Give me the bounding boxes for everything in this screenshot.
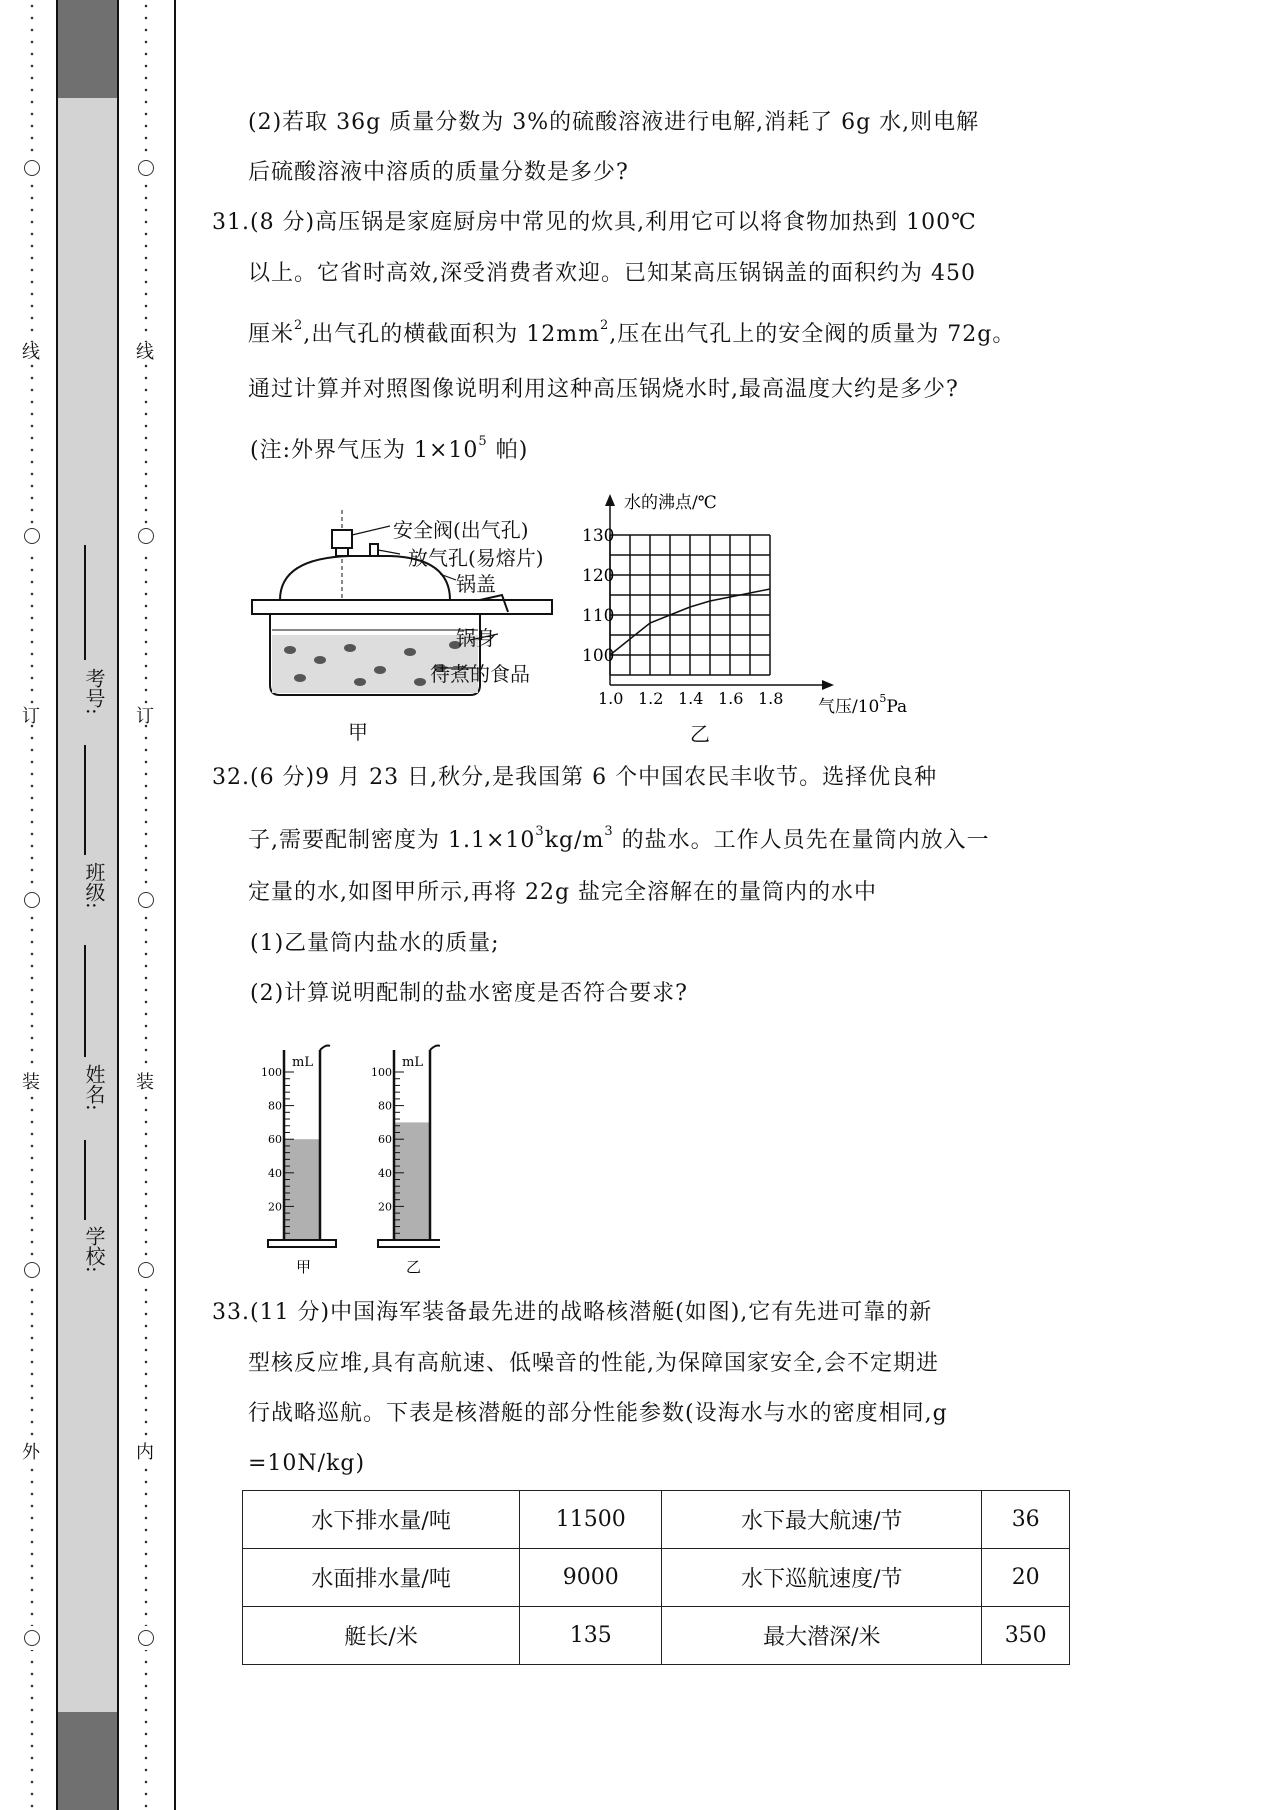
q31-line3: 厘米$^2$,出气孔的横截面积为 $12mm^2$,压在出气孔上的安全阀的质量为 72g。 [248,318,1016,347]
cylinder-unit: mL [402,1055,423,1070]
inner-circle-mark [136,524,156,548]
y-tick-label: 120 [582,566,615,586]
cylinder-tick-label: 100 [261,1066,282,1079]
table-cell: 水面排水量/吨 [243,1549,520,1607]
outer-label-ding: 订 [19,706,40,724]
q30-part2-line1: (2)若取 36g 质量分数为 3%的硫酸溶液进行电解,消耗了 6g 水,则电解 [248,110,980,135]
q32-line3: 定量的水,如图甲所示,再将 22g 盐完全溶解在的量筒内的水中 [248,880,878,905]
outer-circle-mark [22,1626,42,1650]
inner-circle-mark [136,156,156,180]
boiling-point-chart [580,490,940,720]
x-tick-label: 1.6 [718,689,744,708]
graduated-cylinder [261,1046,336,1277]
y-tick-label: 130 [582,526,615,546]
cylinder-tick-label: 100 [371,1066,392,1079]
label-food: 待煮的食品 [430,662,530,686]
field-name-line[interactable] [84,945,86,1057]
q33-line1: 33.(11 分)中国海军装备最先进的战略核潜艇(如图),它有先进可靠的新 [212,1300,933,1325]
chart-grid [610,535,770,675]
outer-circle-mark [22,1258,42,1282]
table-row [243,1491,1070,1549]
binding-line-left [56,0,58,1810]
cylinder-caption: 乙 [406,1258,422,1276]
x-tick-label: 1.4 [678,689,704,708]
cylinder-base [378,1240,440,1247]
inner-label-nei: 内 [133,1442,154,1460]
table-row [243,1549,1070,1607]
label-lid: 锅盖 [456,572,496,596]
cylinder-tick-label: 20 [268,1200,282,1214]
field-exam-number: 考号: [82,668,106,715]
x-tick-label: 1.8 [758,689,784,708]
label-vent-hole: 放气孔(易熔片) [408,546,544,570]
y-tick-label: 110 [582,606,615,626]
cylinder-tick-label: 20 [378,1200,392,1214]
q32-part2: (2)计算说明配制的盐水密度是否符合要求? [250,981,688,1006]
field-school-line[interactable] [84,1140,86,1220]
table-cell: 水下最大航速/节 [662,1491,982,1549]
field-name: 姓名: [82,1064,106,1111]
q31-line4: 通过计算并对照图像说明利用这种高压锅烧水时,最高温度大约是多少? [248,377,959,402]
inner-label-zhuang: 装 [133,1072,154,1090]
outer-circle-mark [22,524,42,548]
q32-line2: 子,需要配制密度为 $1.1\times 10^3kg/m^3$ 的盐水。工作人员先在量筒内放入一 [248,824,990,853]
binding-line-right [174,0,176,1810]
inner-dotted-column [133,0,156,1810]
q32-line1: 32.(6 分)9 月 23 日,秋分,是我国第 6 个中国农民丰收节。选择优良种 [212,765,938,790]
inner-label-xian: 线 [133,342,154,360]
outer-label-wai: 外 [19,1442,40,1460]
y-tick-label: 100 [582,646,615,666]
graduated-cylinders-figure [240,1030,440,1280]
cylinder-tick-label: 40 [378,1166,392,1180]
table-cell: 水下巡航速度/节 [662,1549,982,1607]
binding-line-mid [117,0,119,1810]
x-tick-label: 1.0 [598,689,624,708]
x-axis-label: 气压$/10^5Pa$ [818,692,908,717]
q33-line2: 型核反应堆,具有高航速、低噪音的性能,为保障国家安全,会不定期进 [248,1351,939,1376]
table-cell: 350 [982,1607,1070,1665]
label-safety-valve: 安全阀(出气孔) [393,518,529,542]
cylinder-tick-label: 80 [378,1099,392,1113]
y-axis-arrow [605,494,615,506]
q31-line2: 以上。它省时高效,深受消费者欢迎。已知某高压锅锅盖的面积约为 450 [248,261,976,286]
outer-label-xian: 线 [19,342,40,360]
q33-line3: 行战略巡航。下表是核潜艇的部分性能参数(设海水与水的密度相同,g [248,1401,948,1426]
cylinder-tick-label: 40 [268,1166,282,1180]
graduated-cylinder [371,1046,440,1277]
binding-top-block [56,0,118,98]
caption-jia-31: 甲 [348,720,368,744]
field-school: 学校: [82,1226,106,1273]
liquid-fill [284,1139,320,1240]
q30-part2-line2: 后硫酸溶液中溶质的质量分数是多少? [248,160,629,185]
x-axis-arrow [822,680,834,690]
cylinder-tick-label: 60 [378,1133,392,1147]
outer-circle-mark [22,156,42,180]
field-exam-number-line[interactable] [84,545,86,660]
q31-line1: 31.(8 分)高压锅是家庭厨房中常见的炊具,利用它可以将食物加热到 100℃ [212,210,977,235]
binding-bottom-block [56,1712,118,1810]
table-cell: 9000 [520,1549,662,1607]
table-cell: 水下排水量/吨 [243,1491,520,1549]
binding-strip [0,0,175,1810]
table-cell: 20 [982,1549,1070,1607]
cylinder-caption: 甲 [296,1258,312,1276]
table-cell: 36 [982,1491,1070,1549]
inner-circle-mark [136,1626,156,1650]
caption-yi-31: 乙 [690,722,710,746]
label-pot-body: 锅身 [456,626,496,650]
liquid-fill [394,1122,430,1240]
table-row [243,1607,1070,1665]
outer-dotted-column [19,0,42,1810]
inner-label-ding: 订 [133,706,154,724]
cylinder-base [268,1240,336,1247]
table-cell: 11500 [520,1491,662,1549]
q33-line4: =10N/kg) [248,1451,366,1476]
cylinder-unit: mL [292,1055,313,1070]
cylinder-spout [320,1046,330,1051]
cylinder-tick-label: 60 [268,1133,282,1147]
submarine-spec-table [242,1490,1070,1665]
table-cell: 最大潜深/米 [662,1607,982,1665]
inner-circle-mark [136,1258,156,1282]
outer-label-zhuang: 装 [19,1072,40,1090]
y-axis-label: 水的沸点/℃ [624,493,717,513]
cylinder-spout [430,1046,440,1051]
q32-part1: (1)乙量筒内盐水的质量; [250,931,500,956]
x-tick-label: 1.2 [638,689,664,708]
table-cell: 135 [520,1607,662,1665]
q31-line5: (注:外界气压为 $1\times 10^5$ 帕) [250,434,529,463]
cylinder-tick-label: 80 [268,1099,282,1113]
inner-circle-mark [136,888,156,912]
field-class-line[interactable] [84,745,86,855]
table-cell: 艇长/米 [243,1607,520,1665]
outer-circle-mark [22,888,42,912]
field-class: 班级: [82,862,106,909]
